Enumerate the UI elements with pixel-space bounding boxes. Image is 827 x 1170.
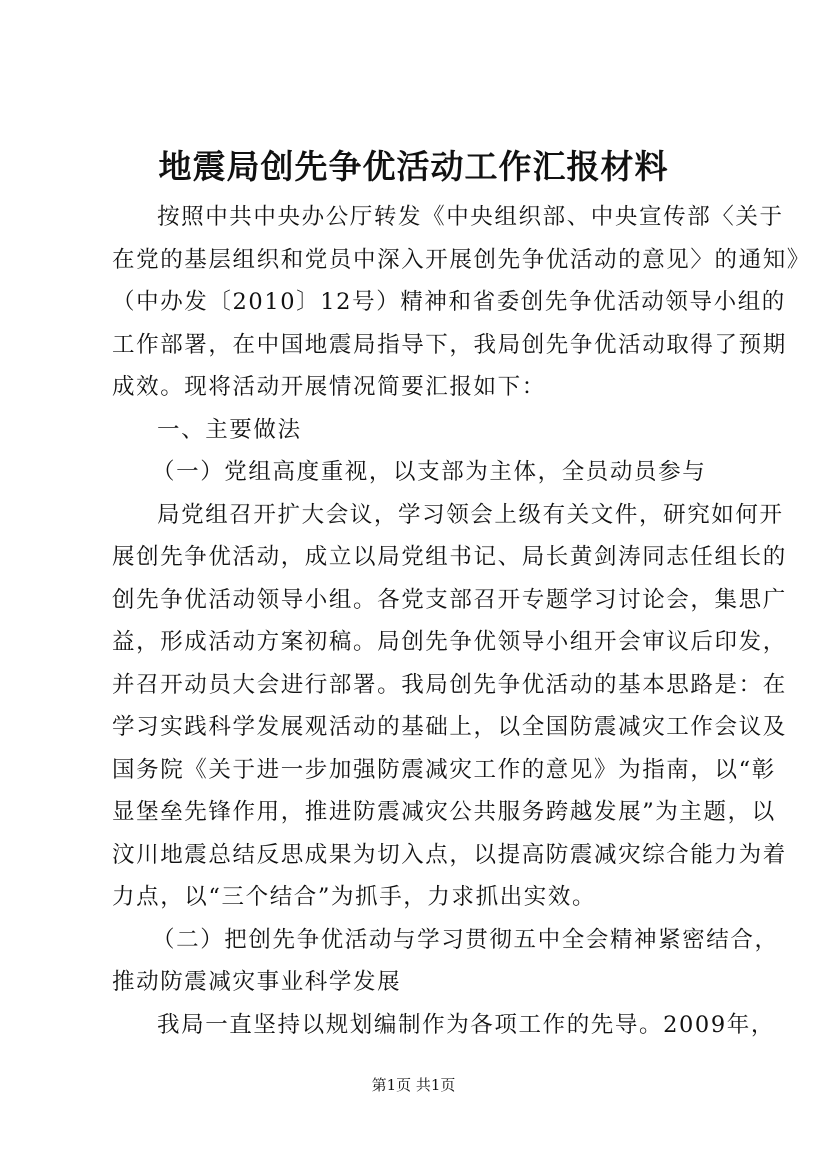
paragraph-line: 在党的基层组织和党员中深入开展创先争优活动的意见〉的通知》	[112, 246, 811, 273]
subsection-heading: （一）党组高度重视，以支部为主体，全员动员参与	[152, 459, 707, 485]
paragraph-line: （中办发〔2010〕12号）精神和省委创先争优活动领导小组的	[112, 289, 786, 315]
paragraph-line: 汶川地震总结反思成果为切入点，以提高防震减灾综合能力为着	[112, 841, 787, 868]
paragraph-line: 力点，以“三个结合”为抓手，力求抓出实效。	[112, 884, 597, 910]
paragraph-line: 工作部署，在中国地震局指导下，我局创先争优活动取得了预期	[112, 331, 787, 358]
subsection-heading: （二）把创先争优活动与学习贯彻五中全会精神紧密结合，	[152, 926, 779, 953]
paragraph-line: 我局一直坚持以规划编制作为各项工作的先导。2009年，	[157, 1011, 775, 1038]
paragraph-line: 展创先争优活动，成立以局党组书记、局长黄剑涛同志任组长的	[112, 544, 787, 570]
paragraph-line: 益，形成活动方案初稿。局创先争优领导小组开会审议后印发，	[112, 629, 787, 655]
paragraph-line: 按照中共中央办公厅转发《中央组织部、中央宣传部〈关于	[157, 204, 784, 230]
paragraph-line: 创先争优活动领导小组。各党支部召开专题学习讨论会，集思广	[112, 586, 787, 613]
section-heading: 一、主要做法	[157, 416, 302, 443]
paragraph-line: 并召开动员大会进行部署。我局创先争优活动的基本思路是：在	[112, 671, 787, 698]
document-title: 地震局创先争优活动工作汇报材料	[158, 147, 669, 186]
page-footer: 第1页 共1页	[371, 1076, 456, 1094]
paragraph-line: 局党组召开扩大会议，学习领会上级有关文件，研究如何开	[157, 501, 784, 528]
paragraph-line: 国务院《关于进一步加强防震减灾工作的意见》为指南，以“彰	[112, 756, 776, 783]
paragraph-line: 显堡垒先锋作用，推进防震减灾公共服务跨越发展”为主题，以	[112, 799, 776, 825]
paragraph-line: 成效。现将活动开展情况简要汇报如下：	[112, 374, 546, 400]
paragraph-line: 学习实践科学发展观活动的基础上，以全国防震减灾工作会议及	[112, 714, 787, 740]
document-body	[112, 196, 811, 1046]
subsection-heading-continued: 推动防震减灾事业科学发展	[112, 969, 402, 995]
